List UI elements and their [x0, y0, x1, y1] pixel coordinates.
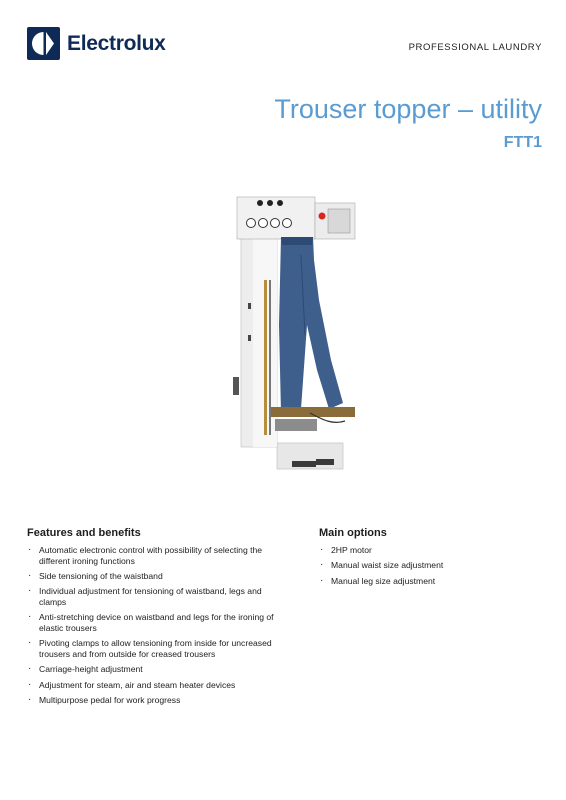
model-code: FTT1 — [503, 134, 542, 151]
list-item: · Manual waist size adjustment — [319, 560, 499, 571]
features-heading: Features and benefits — [27, 527, 141, 539]
electrolux-logo-icon — [27, 27, 60, 60]
options-list — [319, 545, 499, 586]
list-item: · Multipurpose pedal for work progress — [27, 695, 277, 706]
list-item: · Automatic electronic control with possibility of selecting the different ironing functions — [27, 545, 277, 566]
features-section — [27, 527, 277, 711]
product-image — [215, 185, 365, 475]
list-item: · Manual leg size adjustment — [319, 576, 499, 587]
list-item: · Individual adjustment for tensioning of waistband, legs and clamps — [27, 586, 277, 607]
features-list — [27, 545, 277, 706]
list-item: · Anti-stretching device on waistband and legs for the ironing of elastic trousers — [27, 612, 277, 633]
list-item: · 2HP motor — [319, 545, 499, 556]
options-heading: Main options — [319, 527, 387, 539]
brand-name: Electrolux — [67, 31, 166, 55]
page-title: Trouser topper – utility — [274, 94, 542, 124]
list-item: · Pivoting clamps to allow tensioning from inside for uncreased trousers and from outside for creased trousers — [27, 638, 277, 659]
list-item: · Carriage-height adjustment — [27, 664, 277, 675]
options-section — [319, 527, 499, 591]
list-item: · Adjustment for steam, air and steam heater devices — [27, 680, 277, 691]
division-label: PROFESSIONAL LAUNDRY — [408, 42, 542, 53]
brand-logo — [27, 27, 166, 60]
list-item: · Side tensioning of the waistband — [27, 571, 277, 582]
